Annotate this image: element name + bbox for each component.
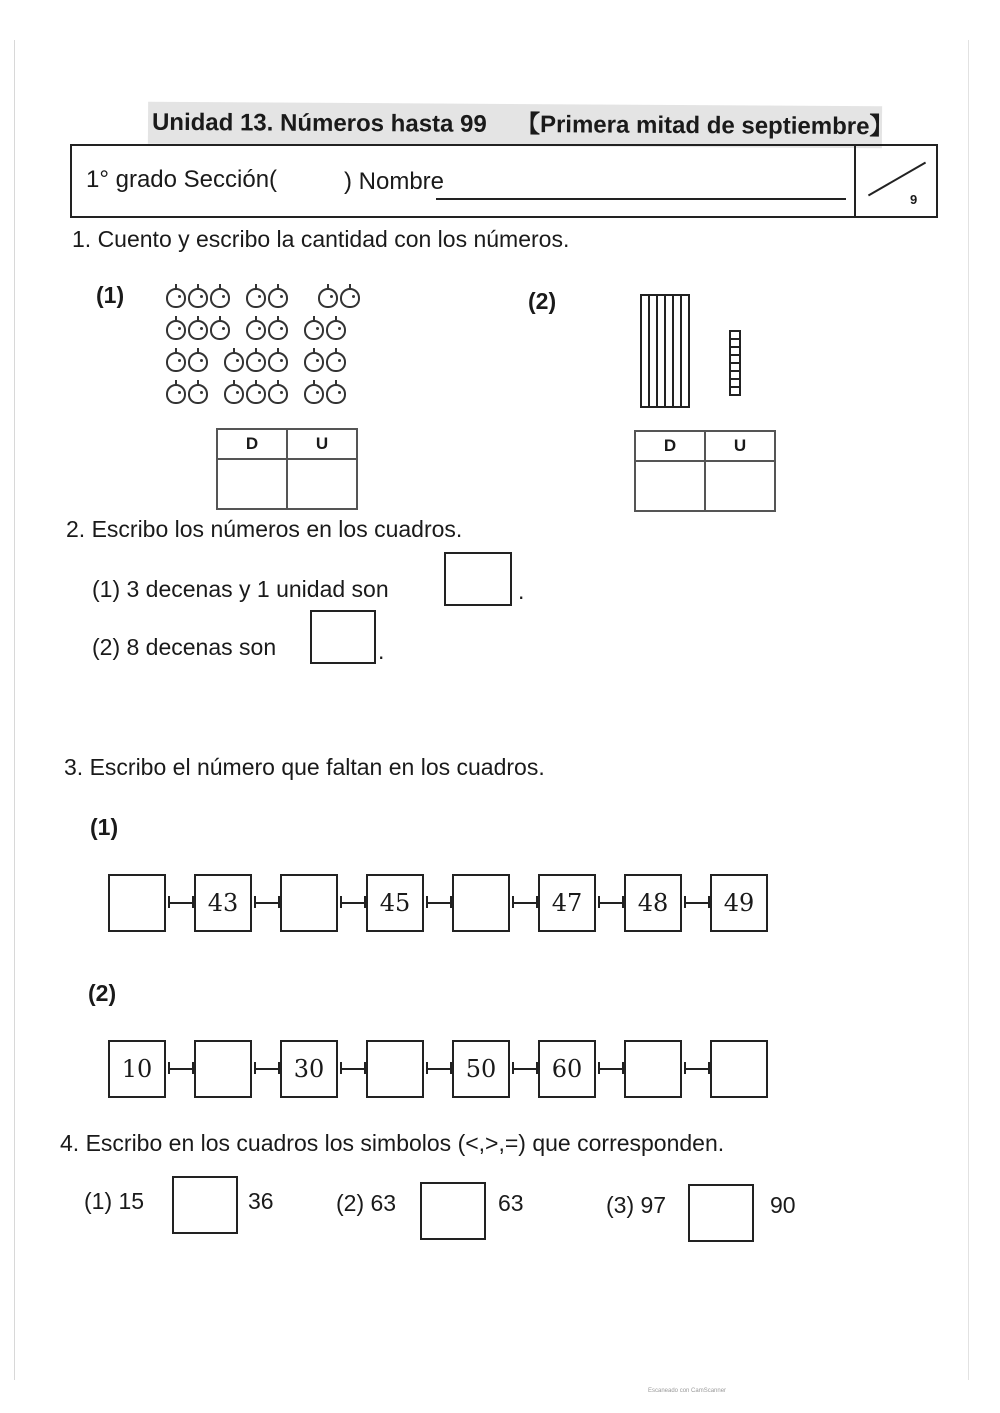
apple-icon [210,288,230,308]
seq-box[interactable] [194,1040,252,1098]
apple-icon [326,352,346,372]
sequence-connector [340,1068,366,1070]
q1-part1-label: (1) [96,282,125,308]
score-slash [868,162,926,197]
sequence-connector [598,902,624,904]
tens-header: D [635,431,705,461]
apple-icon [340,288,360,308]
unit-cube [729,386,741,396]
question-1-text: 1. Cuento y escribo la cantidad con los números. [72,226,570,252]
sequence-connector [168,1068,194,1070]
q3-part1-label: (1) [90,814,119,840]
seq-box: 60 [538,1040,596,1098]
sequence-connector [426,902,452,904]
sequence-connector [254,902,280,904]
period-title: 【Primera mitad de septiembre】 [515,111,894,141]
apple-icon [268,288,288,308]
sequence-connector [426,1068,452,1070]
apple-group [166,282,426,410]
sequence-connector [598,1068,624,1070]
seq-box[interactable] [710,1040,768,1098]
q4-item3-symbol-box[interactable] [688,1184,754,1242]
sequence-connector [512,902,538,904]
apple-icon [268,384,288,404]
apple-icon [188,288,208,308]
q3-part2-label: (2) [88,980,117,1006]
q2-item2-answer-box[interactable] [310,610,376,664]
q1-part1-answer-table [216,428,358,510]
apple-icon [318,288,338,308]
tens-header: D [217,429,287,459]
apple-icon [268,320,288,340]
sequence-row-2 [108,1040,788,1100]
apple-icon [246,288,266,308]
name-label: ) Nombre [344,168,445,195]
scanner-watermark: Escaneado con CamScanner [648,1388,727,1394]
sequence-connector [340,902,366,904]
apple-icon [166,384,186,404]
q2-item2-text: (2) 8 decenas son [92,634,277,660]
period-mark: . [378,638,385,664]
seq-box[interactable] [108,874,166,932]
tens-answer-cell[interactable] [635,461,705,511]
seq-box: 10 [108,1040,166,1098]
name-field[interactable] [436,198,846,200]
seq-box: 30 [280,1040,338,1098]
ten-rods-group [640,294,688,408]
q4-item1-symbol-box[interactable] [172,1176,238,1234]
apple-icon [210,320,230,340]
question-2-text: 2. Escribo los números en los cuadros. [66,516,463,542]
q1-part2-label: (2) [528,288,557,314]
apple-icon [304,320,324,340]
worksheet-title [148,102,894,148]
page-edge [968,40,969,1380]
q4-item2-left: (2) 63 [336,1190,397,1216]
q2-item1-answer-box[interactable] [444,552,512,606]
apple-icon [246,352,266,372]
sequence-connector [512,1068,538,1070]
apple-icon [246,384,266,404]
apple-icon [188,320,208,340]
apple-icon [304,352,324,372]
q2-item1-text: (1) 3 decenas y 1 unidad son [92,576,389,602]
q4-item2-symbol-box[interactable] [420,1182,486,1240]
units-header: U [287,429,357,459]
apple-icon [246,320,266,340]
seq-box: 47 [538,874,596,932]
score-divider [854,146,856,216]
sequence-connector [168,902,194,904]
sequence-connector [254,1068,280,1070]
apple-icon [224,384,244,404]
sequence-connector [684,902,710,904]
seq-box: 43 [194,874,252,932]
apple-icon [188,384,208,404]
period-mark: . [518,578,525,604]
units-header: U [705,431,775,461]
apple-icon [166,320,186,340]
units-answer-cell[interactable] [705,461,775,511]
apple-icon [166,288,186,308]
seq-box: 48 [624,874,682,932]
apple-icon [166,352,186,372]
question-4-text: 4. Escribo en los cuadros los simbolos (<,>,=) que corresponden. [60,1130,725,1156]
page-edge [14,40,15,1380]
student-info-box [70,144,938,218]
apple-icon [188,352,208,372]
q4-item2-right: 63 [498,1190,524,1216]
apple-icon [304,384,324,404]
seq-box[interactable] [452,874,510,932]
unit-cubes-group [729,330,741,394]
units-answer-cell[interactable] [287,459,357,509]
q4-item3-right: 90 [770,1192,796,1218]
sequence-row-1 [108,874,788,934]
seq-box: 45 [366,874,424,932]
seq-box[interactable] [280,874,338,932]
tens-answer-cell[interactable] [217,459,287,509]
apple-icon [326,384,346,404]
q4-item1-left: (1) 15 [84,1188,145,1214]
unit-title: Unidad 13. Números hasta 99 [151,108,487,138]
seq-box: 50 [452,1040,510,1098]
seq-box[interactable] [366,1040,424,1098]
apple-icon [268,352,288,372]
apple-icon [224,352,244,372]
ten-rod [680,294,690,408]
seq-box[interactable] [624,1040,682,1098]
sequence-connector [684,1068,710,1070]
q1-part2-answer-table [634,430,776,512]
q4-item3-left: (3) 97 [606,1192,667,1218]
score-max: 9 [910,192,918,207]
grade-section-label: 1° grado Sección( [86,166,278,193]
question-3-text: 3. Escribo el número que faltan en los cuadros. [64,754,545,780]
seq-box: 49 [710,874,768,932]
q4-item1-right: 36 [248,1188,274,1214]
apple-icon [326,320,346,340]
